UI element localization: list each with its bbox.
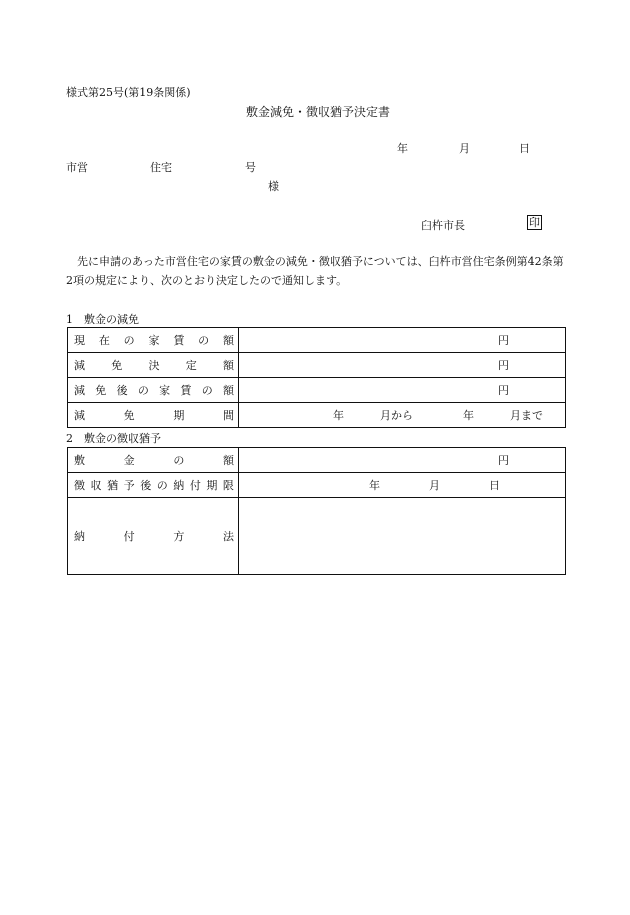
table-row <box>68 498 566 575</box>
label-char: 賃 <box>173 334 185 347</box>
label-char: の <box>173 454 185 467</box>
label-char: 法 <box>222 530 234 543</box>
label-char: の <box>123 334 135 347</box>
label-char: 後 <box>140 479 152 492</box>
section1-heading: 1 敷金の減免 <box>66 313 139 326</box>
yen-unit: 円 <box>498 384 509 397</box>
label-char: 賃 <box>180 384 192 397</box>
label-char: 決 <box>148 359 160 372</box>
table-row <box>68 448 566 473</box>
row-label-text <box>74 452 234 468</box>
label-char: の <box>201 384 213 397</box>
row-label <box>68 378 239 403</box>
to-month: 月まで <box>510 409 543 422</box>
deadline-field[interactable] <box>239 473 566 498</box>
row-label-text <box>74 407 234 423</box>
amount-field[interactable] <box>239 328 566 353</box>
row-label <box>68 328 239 353</box>
row-label <box>68 448 239 473</box>
label-char: 予 <box>123 479 135 492</box>
label-char: 免 <box>111 359 123 372</box>
label-char: 減 <box>74 409 85 422</box>
label-char: 在 <box>98 334 110 347</box>
label-char: 猶 <box>107 479 119 492</box>
label-char: 額 <box>222 454 234 467</box>
deferral-table <box>67 447 566 575</box>
addressee-number: 号 <box>245 161 256 174</box>
date-day: 日 <box>519 142 530 155</box>
label-char: 額 <box>222 334 234 347</box>
yen-unit: 円 <box>498 334 509 347</box>
label-char: 納 <box>173 479 185 492</box>
label-char: 方 <box>173 530 185 543</box>
label-char: 間 <box>222 409 234 422</box>
label-char: 減 <box>74 384 85 397</box>
addressee-honorific: 様 <box>268 180 279 193</box>
label-char: 付 <box>123 530 135 543</box>
from-month: 月から <box>380 409 413 422</box>
yen-unit: 円 <box>498 454 509 467</box>
deadline-day: 日 <box>489 479 500 492</box>
reduction-table <box>67 327 566 428</box>
row-label <box>68 473 239 498</box>
label-char: 付 <box>189 479 201 492</box>
period-field[interactable] <box>239 403 566 428</box>
yen-unit: 円 <box>498 359 509 372</box>
from-year: 年 <box>333 409 344 422</box>
addressee-prefix: 市営 <box>66 161 88 174</box>
date-year: 年 <box>397 142 408 155</box>
label-char: 徴 <box>74 479 85 492</box>
label-char: の <box>137 384 149 397</box>
row-label-text <box>74 382 234 398</box>
amount-field[interactable] <box>239 378 566 403</box>
row-label-text <box>74 332 234 348</box>
form-number: 様式第25号(第19条関係) <box>66 86 191 99</box>
label-char: 限 <box>222 479 234 492</box>
row-label-text <box>74 477 234 493</box>
label-char: の <box>156 479 168 492</box>
label-char: 家 <box>159 384 171 397</box>
label-char: 額 <box>223 359 234 372</box>
payment-method-field[interactable] <box>239 498 566 575</box>
date-month: 月 <box>459 142 470 155</box>
addressee-housing: 住宅 <box>150 161 172 174</box>
seal-mark: 印 <box>529 216 540 229</box>
deadline-month: 月 <box>429 479 440 492</box>
table-row <box>68 403 566 428</box>
label-char: 期 <box>206 479 218 492</box>
row-label <box>68 353 239 378</box>
label-char: 定 <box>185 359 197 372</box>
amount-field[interactable] <box>239 448 566 473</box>
label-char: 免 <box>95 384 107 397</box>
deadline-year: 年 <box>369 479 380 492</box>
body-paragraph: 先に申請のあった市営住宅の家賃の敷金の減免・徴収猶予については、臼杵市営住宅条例第42条第2項の規定により、次のとおり決定したので通知します。 <box>66 255 564 287</box>
label-char: 収 <box>90 479 102 492</box>
label-char: 後 <box>116 384 128 397</box>
row-label-text <box>74 528 234 544</box>
label-char: 家 <box>148 334 160 347</box>
label-char: 期 <box>173 409 185 422</box>
label-char: 免 <box>123 409 135 422</box>
label-char: 額 <box>222 384 234 397</box>
amount-field[interactable] <box>239 353 566 378</box>
label-char: 現 <box>74 334 85 347</box>
label-char: の <box>198 334 210 347</box>
row-label-text <box>74 357 234 373</box>
to-year: 年 <box>463 409 474 422</box>
issuer-name: 臼杵市長 <box>421 219 465 232</box>
table-row <box>68 473 566 498</box>
document-title: 敷金減免・徴収猶予決定書 <box>246 105 391 119</box>
section2-heading: 2 敷金の徴収猶予 <box>66 432 161 445</box>
table-row <box>68 353 566 378</box>
row-label <box>68 403 239 428</box>
table-row <box>68 328 566 353</box>
label-char: 納 <box>74 530 85 543</box>
table-row <box>68 378 566 403</box>
row-label <box>68 498 239 575</box>
label-char: 敷 <box>74 454 85 467</box>
label-char: 金 <box>123 454 135 467</box>
label-char: 減 <box>74 359 85 372</box>
